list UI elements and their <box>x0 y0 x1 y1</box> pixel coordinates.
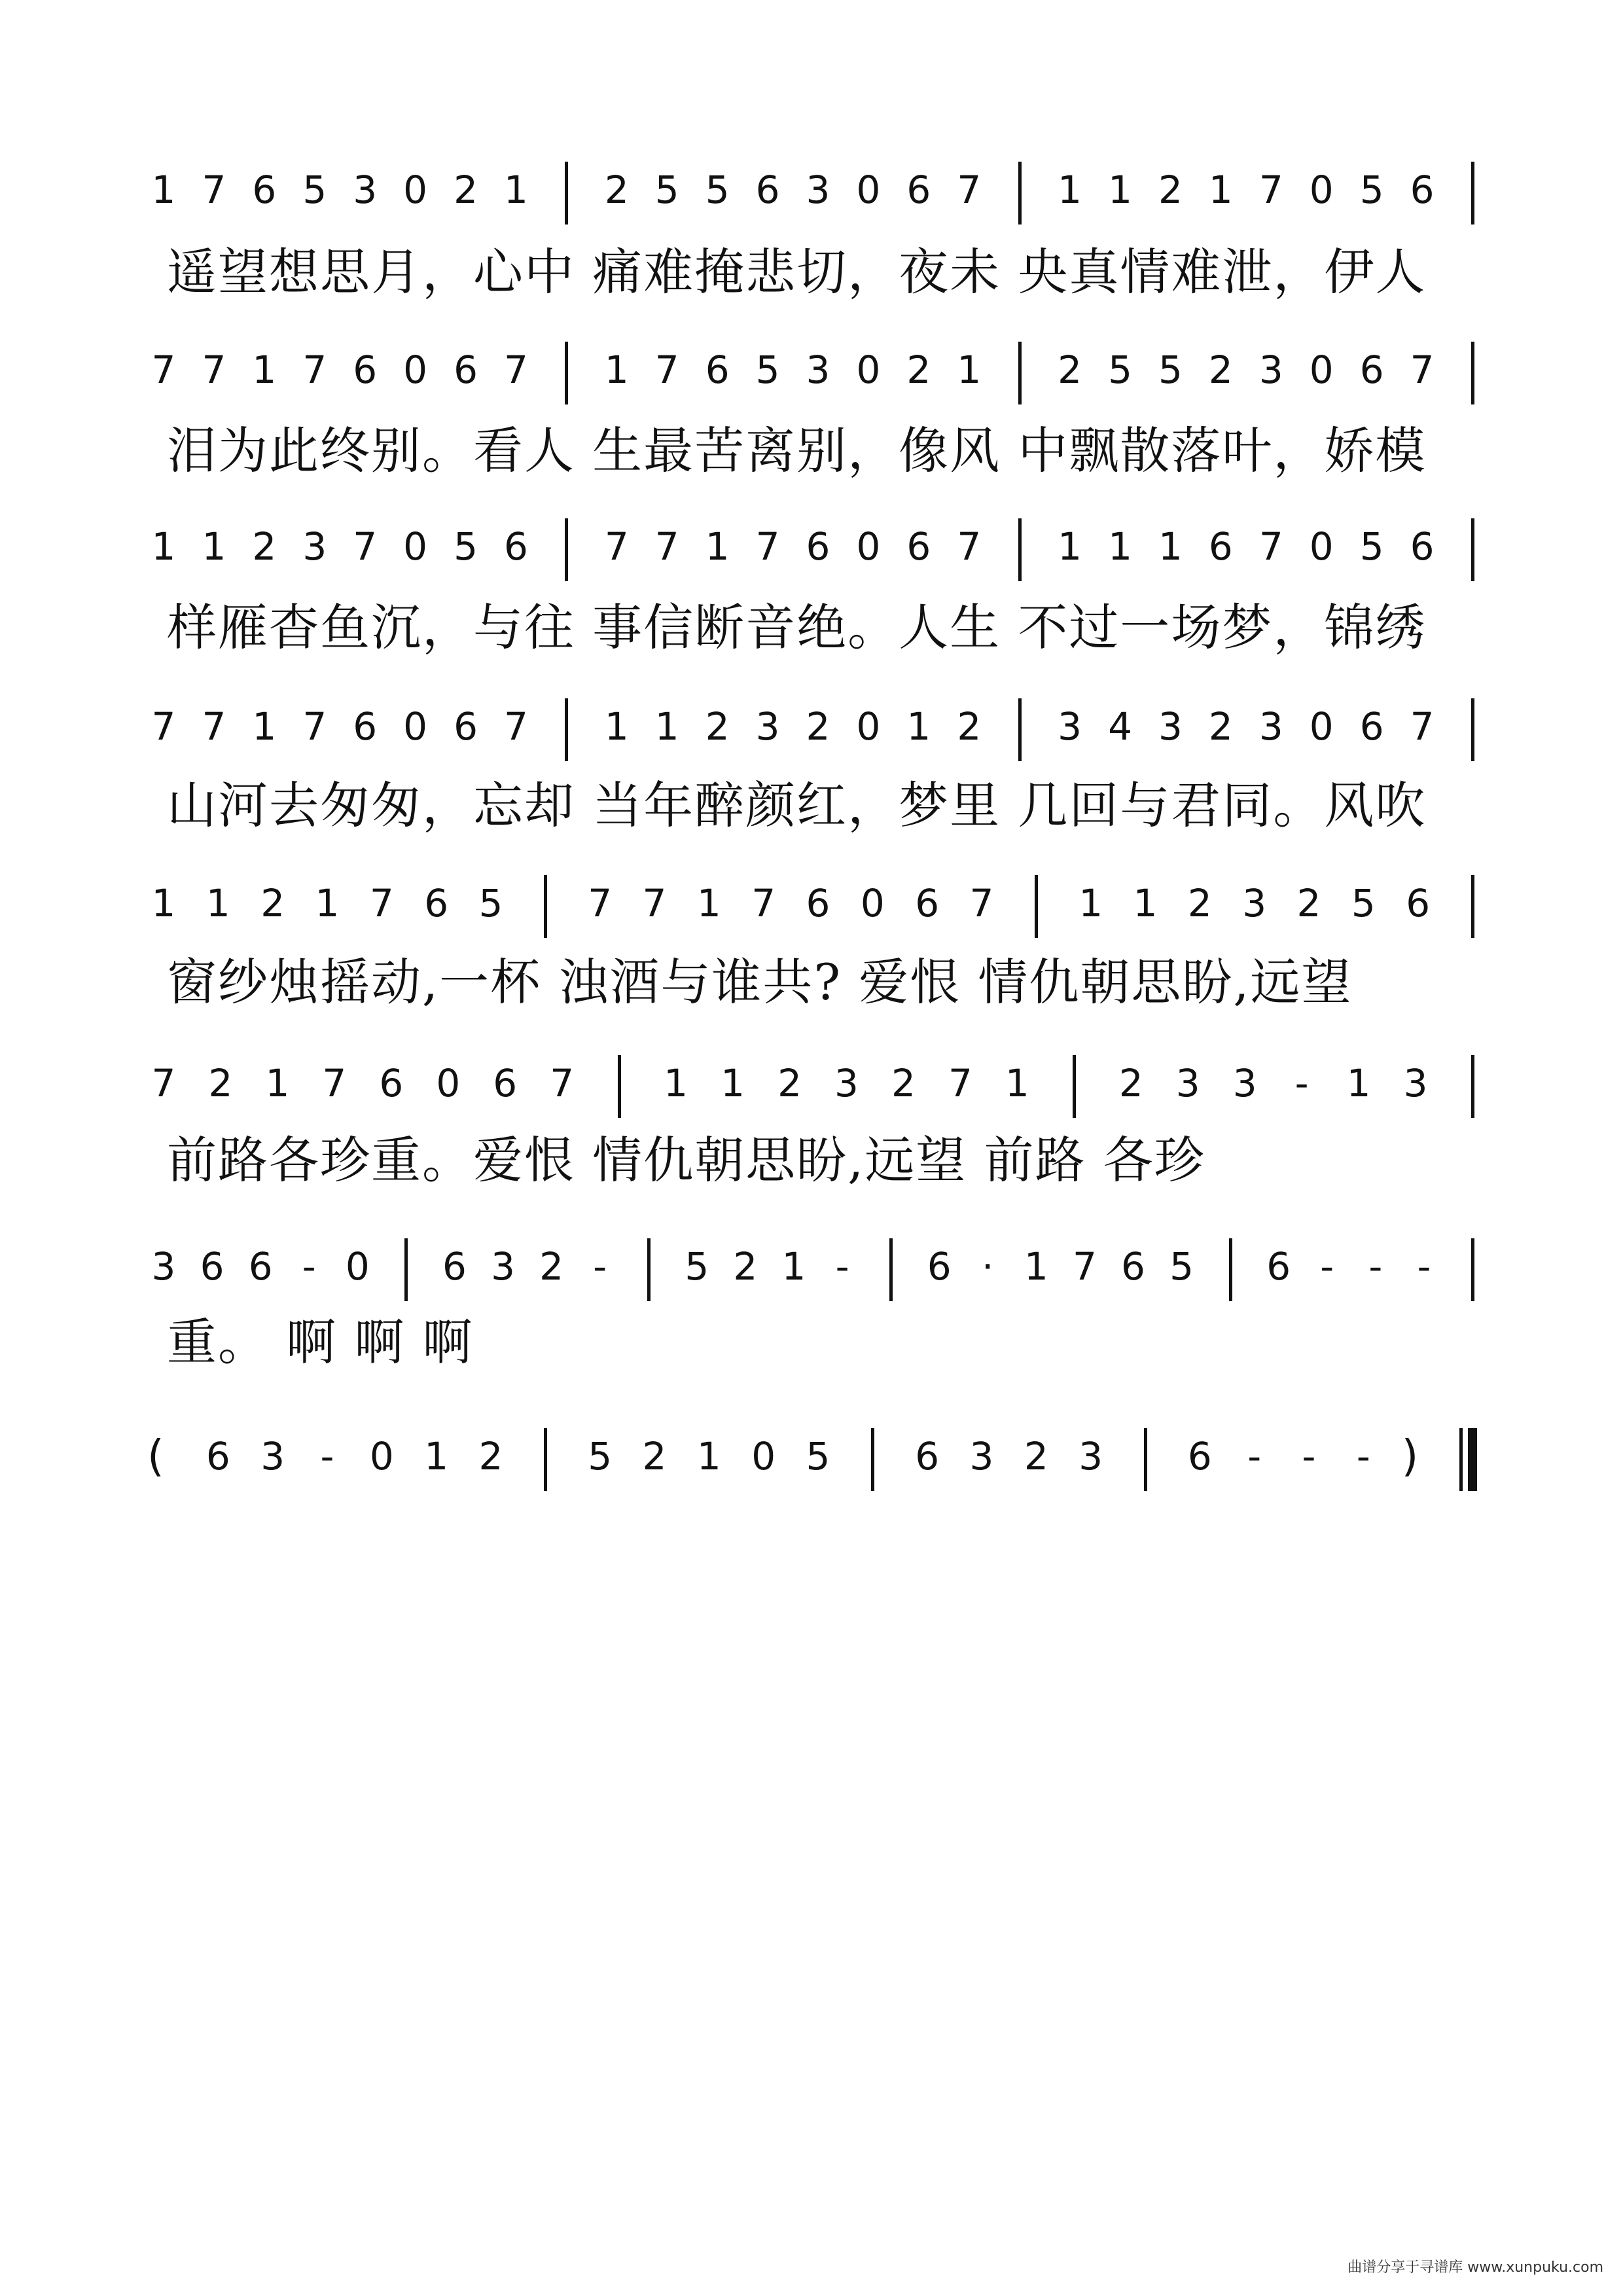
note: 7 <box>369 881 394 925</box>
note: 1 <box>696 881 721 925</box>
note: 5 <box>806 1434 830 1479</box>
note: 7 <box>202 348 226 392</box>
note: 3 <box>755 704 780 749</box>
barline <box>1018 342 1022 404</box>
note: 6 <box>806 524 830 569</box>
note: 7 <box>604 524 629 569</box>
note: 1 <box>252 348 277 392</box>
note: 3 <box>1079 1434 1103 1479</box>
note: - <box>1302 1434 1316 1479</box>
barline <box>565 342 568 404</box>
note: 1 <box>1005 1061 1029 1105</box>
note: 5 <box>478 881 503 925</box>
note: 6 <box>1406 881 1431 925</box>
note: - <box>320 1434 334 1479</box>
note: 0 <box>1309 348 1334 392</box>
note: 1 <box>202 524 226 569</box>
lyric-line-2: 泪为此终别。看人 生最苦离别，像风 中飘散落叶，娇模 <box>167 422 1427 480</box>
note: 7 <box>1258 524 1283 569</box>
note: 1 <box>1058 524 1082 569</box>
note: 1 <box>781 1244 806 1289</box>
note: 2 <box>604 168 629 212</box>
note: 7 <box>151 348 176 392</box>
note: 2 <box>1024 1434 1048 1479</box>
note: - <box>1294 1061 1309 1105</box>
note: 5 <box>654 168 679 212</box>
note: 1 <box>1108 168 1132 212</box>
final-barline <box>1468 1428 1477 1491</box>
barline <box>565 162 568 224</box>
note: 3 <box>969 1434 994 1479</box>
note: 6 <box>200 1244 224 1289</box>
note: 6 <box>248 1244 273 1289</box>
note: 7 <box>202 704 226 749</box>
note: 3 <box>260 1434 285 1479</box>
note: 0 <box>751 1434 776 1479</box>
note: 7 <box>654 348 679 392</box>
note: 6 <box>915 1434 940 1479</box>
note: 7 <box>969 881 994 925</box>
note: - <box>302 1244 316 1289</box>
lyric-line-6: 前路各珍重。爱恨 情仇朝思盼,远望 前路 各珍 <box>167 1131 1205 1189</box>
note: 7 <box>504 704 528 749</box>
lyric-line-7: 重。 啊 啊 啊 <box>167 1313 474 1371</box>
note: 7 <box>588 881 613 925</box>
note: 0 <box>856 168 881 212</box>
note: 2 <box>891 1061 916 1105</box>
note: 2 <box>777 1061 802 1105</box>
note: 7 <box>550 1061 575 1105</box>
barline <box>1471 875 1474 938</box>
note: 6 <box>454 704 478 749</box>
note: 6 <box>1121 1244 1145 1289</box>
note: 6 <box>379 1061 404 1105</box>
footer-watermark: 曲谱分享于寻谱库 www.xunpuku.com <box>1347 2259 1603 2276</box>
barline <box>1471 1055 1474 1118</box>
lyric-line-5: 窗纱烛摇动,一杯 浊酒与谁共? 爱恨 情仇朝思盼,远望 <box>167 953 1353 1011</box>
note: 1 <box>151 168 176 212</box>
note: - <box>1247 1434 1262 1479</box>
note: 0 <box>1309 704 1334 749</box>
note: 1 <box>151 524 176 569</box>
note: 7 <box>353 524 378 569</box>
note: 3 <box>806 348 830 392</box>
barline <box>1018 518 1022 581</box>
note: 1 <box>1024 1244 1048 1289</box>
barline <box>889 1238 893 1301</box>
note: 1 <box>957 348 982 392</box>
note: 2 <box>539 1244 564 1289</box>
note: 4 <box>1108 704 1132 749</box>
parenthesis: ) <box>1401 1431 1419 1481</box>
note: 2 <box>642 1434 667 1479</box>
note: 0 <box>856 524 881 569</box>
barline <box>1229 1238 1232 1301</box>
note: 5 <box>1169 1244 1194 1289</box>
note: 1 <box>1346 1061 1371 1105</box>
note: 1 <box>151 881 176 925</box>
note: 7 <box>151 1061 176 1105</box>
barline <box>1471 518 1474 581</box>
note: 6 <box>1359 348 1384 392</box>
note: 1 <box>604 704 629 749</box>
note: 1 <box>604 348 629 392</box>
note: 6 <box>915 881 940 925</box>
note: 0 <box>1309 168 1334 212</box>
note: 0 <box>1309 524 1334 569</box>
note: - <box>1417 1244 1431 1289</box>
note: 3 <box>1175 1061 1200 1105</box>
barline <box>647 1238 651 1301</box>
note: 6 <box>906 524 931 569</box>
note: 7 <box>751 881 776 925</box>
note: 0 <box>856 704 881 749</box>
barline <box>1471 1238 1474 1301</box>
note: 6 <box>493 1061 518 1105</box>
notation-row-8 <box>0 1433 1623 1532</box>
note: 1 <box>906 704 931 749</box>
note: 7 <box>642 881 667 925</box>
note: 1 <box>252 704 277 749</box>
note: 2 <box>957 704 982 749</box>
note: - <box>1320 1244 1334 1289</box>
barline <box>565 518 568 581</box>
note: 0 <box>403 704 428 749</box>
note: 1 <box>696 1434 721 1479</box>
note: 5 <box>685 1244 709 1289</box>
note: 7 <box>302 704 327 749</box>
note: 3 <box>1058 704 1082 749</box>
note: 5 <box>755 348 780 392</box>
lyric-line-1: 遥望想思月，心中 痛难掩悲切，夜未 央真情难泄，伊人 <box>167 243 1427 301</box>
note: · <box>982 1244 994 1289</box>
note: 2 <box>1058 348 1082 392</box>
note: 1 <box>1108 524 1132 569</box>
note: 7 <box>948 1061 972 1105</box>
note: 2 <box>705 704 730 749</box>
note: 6 <box>927 1244 952 1289</box>
barline <box>1144 1428 1147 1491</box>
note: 7 <box>151 704 176 749</box>
note: 0 <box>369 1434 394 1479</box>
note: 3 <box>806 168 830 212</box>
note: 2 <box>208 1061 233 1105</box>
note: 1 <box>315 881 340 925</box>
note: - <box>1356 1434 1370 1479</box>
note: 2 <box>806 704 830 749</box>
note: 7 <box>654 524 679 569</box>
note: 0 <box>403 168 428 212</box>
note: 2 <box>1208 348 1233 392</box>
note: 6 <box>504 524 528 569</box>
note: 2 <box>906 348 931 392</box>
barline <box>1018 162 1022 224</box>
lyric-line-3: 样雁杳鱼沉，与往 事信断音绝。人生 不过一场梦，锦绣 <box>167 598 1427 656</box>
note: 0 <box>403 348 428 392</box>
note: 0 <box>860 881 885 925</box>
note: 2 <box>1118 1061 1143 1105</box>
note: 3 <box>834 1061 859 1105</box>
note: 3 <box>1158 704 1183 749</box>
note: 3 <box>1258 704 1283 749</box>
note: 3 <box>302 524 327 569</box>
note: 3 <box>151 1244 176 1289</box>
note: - <box>593 1244 607 1289</box>
note: 7 <box>202 168 226 212</box>
note: 1 <box>1158 524 1183 569</box>
note: 7 <box>1410 704 1435 749</box>
note: 7 <box>322 1061 347 1105</box>
note: 6 <box>1410 168 1435 212</box>
note: 6 <box>1359 704 1384 749</box>
barline <box>1073 1055 1076 1118</box>
note: 6 <box>806 881 830 925</box>
note: 1 <box>424 1434 449 1479</box>
note: 1 <box>721 1061 745 1105</box>
note: 6 <box>705 348 730 392</box>
note: 3 <box>1403 1061 1428 1105</box>
barline <box>1471 342 1474 404</box>
note: 6 <box>1266 1244 1291 1289</box>
note: 1 <box>664 1061 688 1105</box>
note: 1 <box>705 524 730 569</box>
note: 2 <box>252 524 277 569</box>
barline <box>1471 698 1474 761</box>
note: 5 <box>1359 168 1384 212</box>
note: 6 <box>252 168 277 212</box>
note: 5 <box>588 1434 613 1479</box>
note: 7 <box>302 348 327 392</box>
note: 5 <box>1158 348 1183 392</box>
note: 6 <box>205 1434 230 1479</box>
barline <box>1459 1428 1463 1491</box>
note: 7 <box>504 348 528 392</box>
barline <box>544 875 547 938</box>
note: 2 <box>1187 881 1212 925</box>
note: 2 <box>1158 168 1183 212</box>
note: 3 <box>491 1244 515 1289</box>
barline <box>544 1428 547 1491</box>
note: 7 <box>1258 168 1283 212</box>
note: 2 <box>1296 881 1321 925</box>
note: 2 <box>260 881 285 925</box>
note: 1 <box>265 1061 290 1105</box>
note: 0 <box>436 1061 461 1105</box>
note: 5 <box>1359 524 1384 569</box>
note: - <box>835 1244 849 1289</box>
note: 3 <box>1242 881 1267 925</box>
barline <box>1018 698 1022 761</box>
note: 5 <box>302 168 327 212</box>
note: 6 <box>755 168 780 212</box>
note: 5 <box>705 168 730 212</box>
note: 3 <box>353 168 378 212</box>
note: 6 <box>1410 524 1435 569</box>
note: 6 <box>442 1244 467 1289</box>
note: 6 <box>353 348 378 392</box>
note: 1 <box>654 704 679 749</box>
note: 2 <box>454 168 478 212</box>
note: 6 <box>353 704 378 749</box>
note: 0 <box>856 348 881 392</box>
note: - <box>1368 1244 1383 1289</box>
note: 7 <box>957 168 982 212</box>
note: 5 <box>454 524 478 569</box>
note: 5 <box>1351 881 1376 925</box>
note: 6 <box>424 881 449 925</box>
note: 1 <box>1133 881 1158 925</box>
note: 0 <box>345 1244 370 1289</box>
note: 2 <box>1208 704 1233 749</box>
note: 6 <box>454 348 478 392</box>
barline <box>565 698 568 761</box>
note: 6 <box>1208 524 1233 569</box>
note: 7 <box>957 524 982 569</box>
note: 2 <box>733 1244 758 1289</box>
lyric-line-4: 山河去匆匆，忘却 当年醉颜红，梦里 几回与君同。风吹 <box>167 776 1427 834</box>
barline <box>618 1055 621 1118</box>
note: 3 <box>1258 348 1283 392</box>
note: 0 <box>403 524 428 569</box>
note: 7 <box>755 524 780 569</box>
note: 7 <box>1072 1244 1097 1289</box>
note: 3 <box>1232 1061 1257 1105</box>
note: 2 <box>478 1434 503 1479</box>
barline <box>404 1238 408 1301</box>
barline <box>871 1428 874 1491</box>
note: 6 <box>1187 1434 1212 1479</box>
note: 1 <box>205 881 230 925</box>
parenthesis: ( <box>147 1431 164 1481</box>
note: 1 <box>1058 168 1082 212</box>
note: 1 <box>1208 168 1233 212</box>
note: 1 <box>1079 881 1103 925</box>
barline <box>1035 875 1038 938</box>
note: 1 <box>504 168 528 212</box>
barline <box>1471 162 1474 224</box>
note: 5 <box>1108 348 1132 392</box>
note: 7 <box>1410 348 1435 392</box>
note: 6 <box>906 168 931 212</box>
